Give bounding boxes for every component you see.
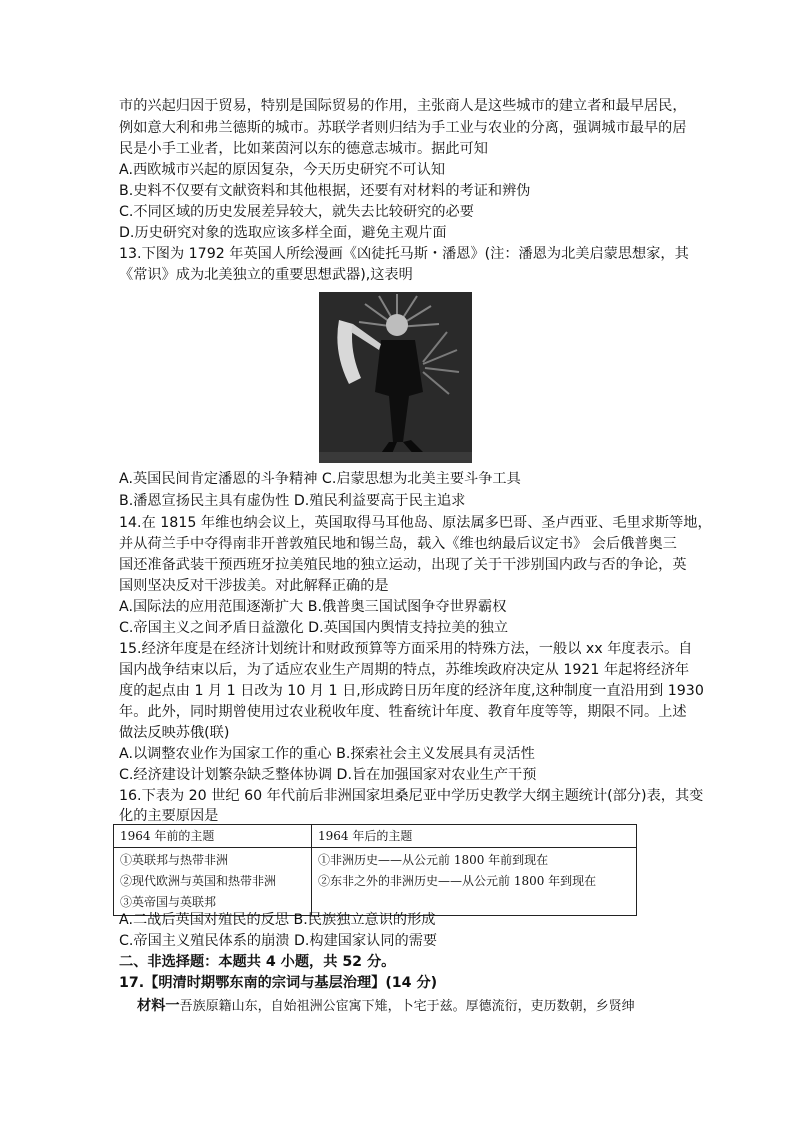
- q14-option-line: C.帝国主义之间矛盾日益激化 D.英国国内舆情支持拉美的独立: [119, 620, 509, 636]
- q14-stem-line: 并从荷兰手中夺得南非开普敦殖民地和锡兰岛，载入《维也纳最后议定书》 会后俄普奥三: [119, 536, 677, 552]
- q14-stem-line: 14.在 1815 年维也纳会议上，英国取得马耳他岛、原法属多巴哥、圣卢西亚、毛里求斯等地，: [119, 515, 712, 531]
- cartoon-figure: [319, 292, 472, 463]
- table-cell-after: [312, 848, 637, 916]
- q12-option-a: A.西欧城市兴起的原因复杂，今天历史研究不可认知: [119, 162, 446, 178]
- table-cell-before: [114, 848, 312, 916]
- q15-stem-line: 度的起点由 1 月 1 日改为 10 月 1 日,形成跨日历年度的经济年度,这种制度一直沿用到 1930: [119, 683, 704, 699]
- q12-stem-line: 民是小手工业者，比如莱茵河以东的德意志城市。据此可知: [119, 141, 488, 157]
- material-label: 材料一: [137, 998, 180, 1014]
- q16-option-line: A.二战后英国对殖民的反思 B.民族独立意识的形成: [119, 912, 436, 928]
- q15-stem-line: 做法反映苏俄(联): [119, 725, 230, 741]
- material-text: 吾族原籍山东，自始祖洲公宦寓下雉，卜宅于兹。厚德流衍，吏历数朝，乡贤绅: [179, 999, 635, 1014]
- q14-stem-line: 国则坚决反对干涉拔美。对此解释正确的是: [119, 578, 389, 594]
- q12-stem-line: 例如意大利和弗兰德斯的城市。苏联学者则归结为手工业与农业的分离，强调城市最早的居: [119, 120, 687, 136]
- q16-option-line: C.帝国主义殖民体系的崩溃 D.构建国家认同的需要: [119, 933, 438, 949]
- q13-stem-line: 《常识》成为北美独立的重要思想武器),这表明: [119, 267, 413, 283]
- table-header-before: 1964 年前的主题: [114, 825, 312, 848]
- list-item: ②东非之外的非洲历史——从公元前 1800 年到现在: [318, 874, 597, 888]
- q13-stem-line: 13.下图为 1792 年英国人所绘漫画《凶徒托马斯・潘恩》(注：潘恩为北美启蒙思想家，其: [119, 246, 689, 262]
- q16-theme-table: [113, 824, 637, 916]
- q17-title: 17.【明清时期鄂东南的宗词与基层治理】(14 分): [119, 975, 438, 991]
- list-item: ②现代欧洲与英国和热带非洲: [120, 874, 277, 888]
- q14-option-line: A.国际法的应用范围逐渐扩大 B.俄普奥三国试图争夺世界霸权: [119, 599, 507, 615]
- section-heading: 二、非选择题：本题共 4 小题，共 52 分。: [119, 954, 396, 970]
- q17-material-line: [137, 996, 635, 1017]
- q15-stem-line: 年。此外，同时期曾使用过农业税收年度、牲畜统计年度、教育年度等等，期限不同。上述: [119, 704, 687, 720]
- list-item: ①英联邦与热带非洲: [120, 853, 229, 867]
- q12-stem-line: 市的兴起归因于贸易，特别是国际贸易的作用，主张商人是这些城市的建立者和最早居民，: [119, 98, 687, 114]
- q13-option-line: A.英国民间肯定潘恩的斗争精神 C.启蒙思想为北美主要斗争工具: [119, 471, 521, 487]
- q12-option-c: C.不同区域的历史发展差异较大，就失去比较研究的必要: [119, 204, 474, 220]
- q15-stem-line: 15.经济年度是在经济计划统计和财政预算等方面采用的特殊方法，一般以 xx 年度表示。自: [119, 641, 693, 657]
- table-header-after: 1964 年后的主题: [312, 825, 637, 848]
- q16-stem-line: 16.下表为 20 世纪 60 年代前后非洲国家坦桑尼亚中学历史教学大纲主题统计(部分)表，其变: [119, 788, 704, 804]
- q15-option-line: A.以调整农业作为国家工作的重心 B.探索社会主义发展具有灵活性: [119, 746, 535, 762]
- table-row: [114, 848, 637, 916]
- q13-option-line: B.潘恩宣扬民主具有虚伪性 D.殖民利益要高于民主追求: [119, 493, 466, 509]
- table-header-row: [114, 825, 637, 848]
- list-item: ③英帝国与英联邦: [120, 895, 217, 909]
- q12-option-d: D.历史研究对象的选取应该多样全面，避免主观片面: [119, 225, 447, 241]
- q12-option-b: B.史料不仅要有文献资料和其他根据，还要有对材料的考证和辨伪: [119, 183, 531, 199]
- q15-option-line: C.经济建设计划繁杂缺乏整体协调 D.旨在加强国家对农业生产干预: [119, 767, 537, 783]
- q15-stem-line: 国内战争结束以后，为了适应农业生产周期的特点，苏维埃政府决定从 1921 年起将经济年: [119, 662, 690, 678]
- q14-stem-line: 国还准备武装干预西班牙拉美殖民地的独立运动，出现了关于干涉别国内政与否的争论，英: [119, 557, 687, 573]
- list-item: ①非洲历史——从公元前 1800 年前到现在: [318, 853, 549, 867]
- cartoon-illustration: [319, 292, 472, 463]
- q16-stem-line: 化的主要原因是: [119, 808, 219, 824]
